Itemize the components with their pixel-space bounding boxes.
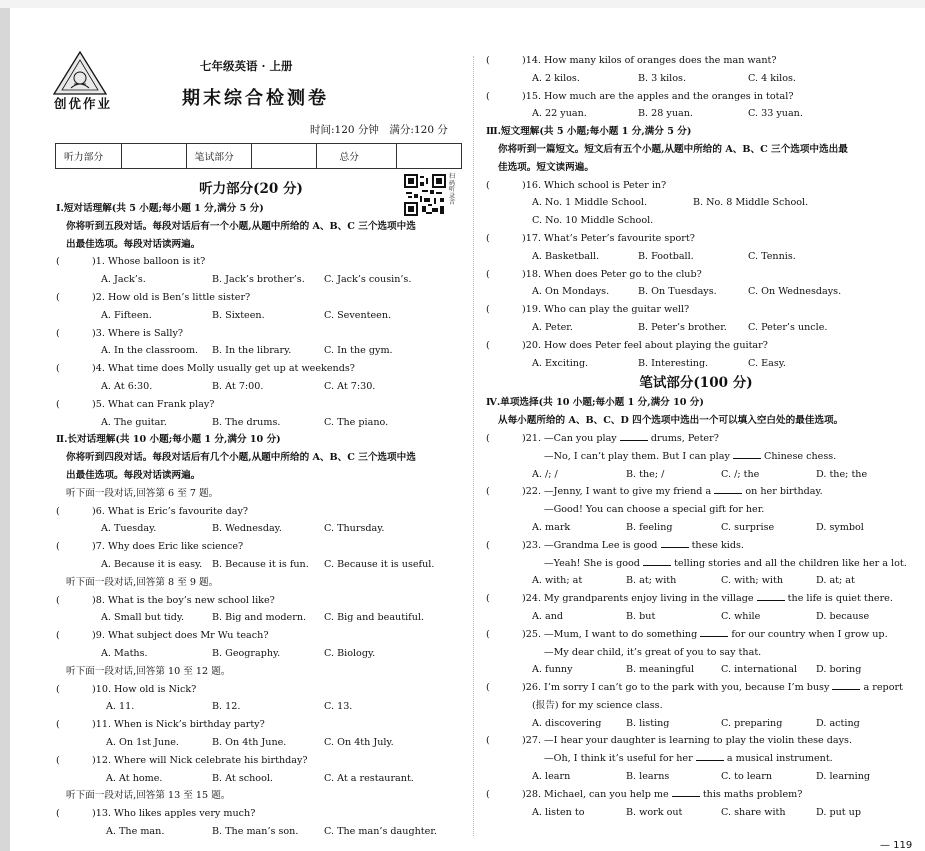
option-c[interactable]: C. while — [721, 610, 761, 622]
options-20 — [486, 355, 906, 373]
option-b[interactable]: B. 28 yuan. — [638, 108, 693, 120]
listening-title: 听力部分(20 分) — [199, 181, 303, 197]
option-c[interactable]: C. Easy. — [748, 357, 786, 369]
options-13 — [56, 823, 466, 841]
left-column — [56, 178, 466, 841]
option-a[interactable]: A. 2 kilos. — [532, 72, 580, 84]
option-b[interactable]: B. Football. — [638, 250, 694, 262]
option-c[interactable]: C. Jack’s cousin’s. — [324, 274, 412, 286]
options-5 — [56, 414, 466, 432]
option-b[interactable]: B. feeling — [626, 521, 673, 533]
answer-blank[interactable] — [714, 483, 742, 494]
option-b[interactable]: B. On 4th June. — [212, 736, 287, 748]
note-13-15: 听下面一段对话,回答第 13 至 15 题。 — [66, 790, 231, 802]
options-6 — [56, 520, 466, 538]
sec1-instr-2: 出最佳选项。每段对话读两遍。 — [66, 238, 201, 250]
option-c[interactable]: C. The piano. — [324, 416, 389, 428]
question-13: ( )13. Who likes apples very much? — [56, 808, 256, 820]
sec1-heading: Ⅰ.短对话理解(共 5 小题;每小题 1 分,满分 5 分) — [56, 203, 264, 214]
question-1: ( )1. Whose balloon is it? — [56, 256, 206, 268]
option-b[interactable]: B. At 7:00. — [212, 380, 264, 392]
question-17: ( )17. What’s Peter’s favourite sport? — [486, 232, 695, 244]
option-c[interactable]: C. On 4th July. — [324, 736, 394, 748]
option-a[interactable]: A. The man. — [106, 825, 165, 837]
question-12: ( )12. Where will Nick celebrate his birthday? — [56, 754, 308, 766]
option-a[interactable]: A. listen to — [532, 806, 585, 818]
option-c[interactable]: C. No. 10 Middle School. — [532, 215, 654, 227]
option-a[interactable]: A. In the classroom. — [101, 345, 199, 357]
options-28 — [486, 804, 906, 822]
answer-blank[interactable] — [672, 786, 700, 797]
option-a[interactable]: A. 11. — [106, 701, 135, 713]
option-b[interactable]: B. Because it is fun. — [212, 558, 309, 570]
question-2: ( )2. How old is Ben’s little sister? — [56, 291, 251, 303]
score-cell-total-value — [396, 144, 461, 169]
question-25-line-2: —My dear child, it’s great of you to say that. — [544, 646, 762, 658]
question-4: ( )4. What time does Molly usually get up at weekends? — [56, 363, 355, 375]
option-a[interactable]: A. Tuesday. — [101, 523, 157, 535]
option-b[interactable]: B. Jack’s brother’s. — [212, 274, 305, 286]
option-c[interactable]: C. Peter’s uncle. — [748, 321, 828, 333]
question-28: ( )28. Michael, can you help me this maths problem? — [486, 786, 906, 804]
option-d[interactable]: D. at; at — [816, 575, 855, 587]
option-b[interactable]: B. Interesting. — [638, 357, 709, 369]
options-16 — [486, 194, 906, 212]
option-a[interactable]: A. At 6:30. — [101, 380, 153, 392]
sec3-heading: Ⅲ.短文理解(共 5 小题;每小题 1 分,满分 5 分) — [486, 126, 692, 138]
option-c[interactable]: C. Big and beautiful. — [324, 612, 424, 624]
time-score-line: 时间:120 分钟 满分:120 分 — [310, 124, 448, 136]
question-24: ( )24. My grandparents enjoy living in the village the life is quiet there. — [486, 590, 906, 608]
option-b[interactable]: B. The man’s son. — [212, 825, 299, 837]
option-c[interactable]: C. with; with — [721, 575, 784, 587]
option-b[interactable]: B. work out — [626, 806, 683, 818]
option-c[interactable]: C. preparing — [721, 717, 783, 729]
written-title: 笔试部分(100 分) — [639, 375, 753, 392]
score-cell-listening-value — [121, 144, 186, 169]
options-12 — [56, 770, 466, 788]
question-25: ( )25. —Mum, I want to do something for our country when I grow up. — [486, 626, 906, 644]
sec4-heading: Ⅳ.单项选择(共 10 小题;每小题 1 分,满分 10 分) — [486, 397, 704, 409]
options-23 — [486, 572, 906, 590]
question-11: ( )11. When is Nick’s birthday party? — [56, 719, 265, 731]
options-18 — [486, 283, 906, 301]
option-a[interactable]: A. mark — [532, 521, 571, 533]
question-23: ( )23. —Grandma Lee is good these kids. — [486, 537, 906, 555]
option-a[interactable]: A. The guitar. — [101, 416, 167, 428]
question-21-line-2: —No, I can’t play them. But I can play Chinese chess. — [486, 448, 906, 466]
option-a[interactable]: A. funny — [532, 664, 573, 676]
question-5: ( )5. What can Frank play? — [56, 398, 215, 410]
question-27-line-2: —Oh, I think it’s useful for her a musical instrument. — [486, 750, 906, 768]
option-c[interactable]: C. 4 kilos. — [748, 72, 796, 84]
option-a[interactable]: A. Jack’s. — [101, 274, 146, 286]
option-b[interactable]: B. 3 kilos. — [638, 72, 687, 84]
question-26: ( )26. I’m sorry I can’t go to the park with you, because I’m busy a report — [486, 679, 906, 697]
score-table — [55, 143, 462, 169]
answer-blank[interactable] — [700, 626, 728, 637]
option-b[interactable]: B. The drums. — [212, 416, 281, 428]
options-10 — [56, 698, 466, 716]
option-c[interactable]: C. Biology. — [324, 647, 376, 659]
options-19 — [486, 319, 906, 337]
option-a[interactable]: A. No. 1 Middle School. — [532, 197, 648, 209]
option-c[interactable]: C. surprise — [721, 521, 775, 533]
options-4 — [56, 378, 466, 396]
question-18: ( )18. When does Peter go to the club? — [486, 268, 702, 280]
option-b[interactable]: B. On Tuesdays. — [638, 286, 717, 298]
option-b[interactable]: B. Big and modern. — [212, 612, 307, 624]
question-22: ( )22. —Jenny, I want to give my friend a on her birthday. — [486, 483, 906, 501]
question-27: ( )27. —I hear your daughter is learning to play the violin these days. — [486, 735, 853, 747]
subject-label: 七年级英语 · 上册 — [200, 59, 293, 73]
option-b[interactable]: B. Wednesday. — [212, 523, 282, 535]
options-8 — [56, 609, 466, 627]
options-11 — [56, 734, 466, 752]
option-b[interactable]: B. No. 8 Middle School. — [693, 197, 809, 209]
option-a[interactable]: A. and — [532, 610, 564, 622]
options-17 — [486, 248, 906, 266]
options-26 — [486, 715, 906, 733]
sec2-instr-1: 你将听到四段对话。每段对话后有几个小题,从题中所给的 A、B、C 三个选项中选 — [66, 452, 416, 464]
option-b[interactable]: B. In the library. — [212, 345, 292, 357]
question-8: ( )8. What is the boy’s new school like? — [56, 594, 275, 606]
column-divider — [473, 56, 474, 836]
option-c[interactable]: C. At a restaurant. — [324, 772, 414, 784]
question-7: ( )7. Why does Eric like science? — [56, 541, 244, 553]
option-c[interactable]: C. Seventeen. — [324, 309, 392, 321]
option-a[interactable]: A. Maths. — [101, 647, 148, 659]
option-b[interactable]: B. at; with — [626, 575, 677, 587]
options-1 — [56, 271, 466, 289]
option-c[interactable]: C. Because it is useful. — [324, 558, 435, 570]
option-d[interactable]: D. learning — [816, 771, 871, 783]
answer-blank[interactable] — [696, 750, 724, 761]
score-cell-written-value — [252, 144, 317, 169]
logo-text: 创优作业 — [54, 96, 113, 111]
option-c[interactable]: C. On Wednesdays. — [748, 286, 842, 298]
answer-blank[interactable] — [757, 590, 785, 601]
option-a[interactable]: A. Peter. — [532, 321, 573, 333]
option-c[interactable]: C. share with — [721, 806, 786, 818]
sec3-instr-1: 你将听到一篇短文。短文后有五个小题,从题中所给的 A、B、C 三个选项中选出最 — [498, 143, 848, 155]
question-6: ( )6. What is Eric’s favourite day? — [56, 505, 249, 517]
answer-blank[interactable] — [832, 679, 860, 690]
option-b[interactable]: B. but — [626, 610, 656, 622]
option-a[interactable]: A. Small but tidy. — [101, 612, 185, 624]
options-14 — [486, 70, 906, 88]
option-a[interactable]: A. On 1st June. — [106, 736, 179, 748]
question-26-line-2: (报告) for my science class. — [532, 699, 663, 711]
question-22-line-2: —Good! You can choose a special gift for her. — [544, 504, 765, 516]
option-b[interactable]: B. the; / — [626, 468, 665, 480]
question-9: ( )9. What subject does Mr Wu teach? — [56, 630, 269, 642]
option-b[interactable]: B. listing — [626, 717, 670, 729]
option-c[interactable]: C. In the gym. — [324, 345, 393, 357]
score-cell-written: 笔试部分 — [186, 144, 252, 169]
exam-page — [10, 8, 925, 851]
option-c[interactable]: C. The man’s daughter. — [324, 825, 437, 837]
option-c[interactable]: C. 33 yuan. — [748, 108, 803, 120]
options-15 — [486, 105, 906, 123]
option-d[interactable]: D. acting — [816, 717, 860, 729]
sec2-heading: Ⅱ.长对话理解(共 10 小题;每小题 1 分,满分 10 分) — [56, 434, 281, 446]
sec3-instr-2: 佳选项。短文读两遍。 — [498, 161, 594, 173]
options-21 — [486, 466, 906, 484]
option-d[interactable]: D. the; the — [816, 468, 868, 480]
options-25 — [486, 661, 906, 679]
options-2 — [56, 307, 466, 325]
question-16: ( )16. Which school is Peter in? — [486, 179, 667, 191]
option-c[interactable]: C. /; the — [721, 468, 760, 480]
option-b[interactable]: B. Peter’s brother. — [638, 321, 727, 333]
option-b[interactable]: B. learns — [626, 771, 670, 783]
option-d[interactable]: D. because — [816, 610, 870, 622]
answer-blank[interactable] — [643, 555, 671, 566]
option-c[interactable]: C. Tennis. — [748, 250, 796, 262]
option-a[interactable]: A. /; / — [532, 468, 558, 480]
option-a[interactable]: A. At home. — [106, 772, 163, 784]
options-27 — [486, 768, 906, 786]
answer-blank[interactable] — [733, 448, 761, 459]
options-22 — [486, 519, 906, 537]
question-21: ( )21. —Can you play drums, Peter? — [486, 430, 906, 448]
option-a[interactable]: A. Exciting. — [532, 357, 589, 369]
option-d[interactable]: D. boring — [816, 664, 862, 676]
question-20: ( )20. How does Peter feel about playing the guitar? — [486, 339, 768, 351]
option-a[interactable]: A. with; at — [532, 575, 583, 587]
options-16-c — [486, 212, 906, 230]
option-d[interactable]: D. symbol — [816, 521, 864, 533]
options-3 — [56, 342, 466, 360]
option-a[interactable]: A. On Mondays. — [532, 286, 610, 298]
viewer-left-gutter — [0, 8, 10, 851]
question-3: ( )3. Where is Sally? — [56, 327, 184, 339]
option-a[interactable]: A. learn — [532, 771, 571, 783]
option-b[interactable]: B. Sixteen. — [212, 309, 265, 321]
question-10: ( )10. How old is Nick? — [56, 683, 197, 695]
question-23-line-2: —Yeah! She is good telling stories and all the children like her a lot. — [486, 555, 906, 573]
option-c[interactable]: C. 13. — [324, 701, 353, 713]
options-24 — [486, 608, 906, 626]
score-cell-listening: 听力部分 — [56, 144, 122, 169]
note-10-12: 听下面一段对话,回答第 10 至 12 题。 — [66, 665, 231, 677]
question-14: ( )14. How many kilos of oranges does the man want? — [486, 55, 777, 66]
qr-caption: 扫码听录音 — [449, 173, 456, 206]
note-8-9: 听下面一段对话,回答第 8 至 9 题。 — [66, 576, 219, 588]
answer-blank[interactable] — [620, 430, 648, 441]
option-a[interactable]: A. 22 yuan. — [532, 108, 587, 120]
option-b[interactable]: B. Geography. — [212, 647, 281, 659]
option-a[interactable]: A. Fifteen. — [101, 309, 152, 321]
option-b[interactable]: B. meaningful — [626, 664, 695, 676]
page-number: — 119 — [880, 840, 913, 851]
options-7 — [56, 556, 466, 574]
option-c[interactable]: C. international — [721, 664, 798, 676]
question-19: ( )19. Who can play the guitar well? — [486, 304, 690, 316]
option-a[interactable]: A. Basketball. — [532, 250, 600, 262]
option-b[interactable]: B. 12. — [212, 701, 241, 713]
sec2-instr-2: 出最佳选项。每段对话读两遍。 — [66, 469, 201, 481]
sec4-instr: 从每小题所给的 A、B、C、D 四个选项中选出一个可以填入空白处的最佳选项。 — [498, 415, 844, 427]
option-c[interactable]: C. At 7:30. — [324, 380, 376, 392]
option-c[interactable]: C. Thursday. — [324, 523, 385, 535]
option-c[interactable]: C. to learn — [721, 771, 773, 783]
option-b[interactable]: B. At school. — [212, 772, 273, 784]
options-9 — [56, 645, 466, 663]
option-a[interactable]: A. Because it is easy. — [101, 558, 203, 570]
answer-blank[interactable] — [661, 537, 689, 548]
page-title: 期末综合检测卷 — [182, 88, 329, 109]
note-6-7: 听下面一段对话,回答第 6 至 7 题。 — [66, 487, 219, 499]
score-cell-total: 总分 — [317, 144, 397, 169]
question-15: ( )15. How much are the apples and the oranges in total? — [486, 90, 794, 102]
sec1-instr-1: 你将听到五段对话。每段对话后有一个小题,从题中所给的 A、B、C 三个选项中选 — [66, 220, 416, 232]
option-d[interactable]: D. put up — [816, 806, 861, 818]
option-a[interactable]: A. discovering — [532, 717, 602, 729]
right-column — [486, 52, 906, 821]
